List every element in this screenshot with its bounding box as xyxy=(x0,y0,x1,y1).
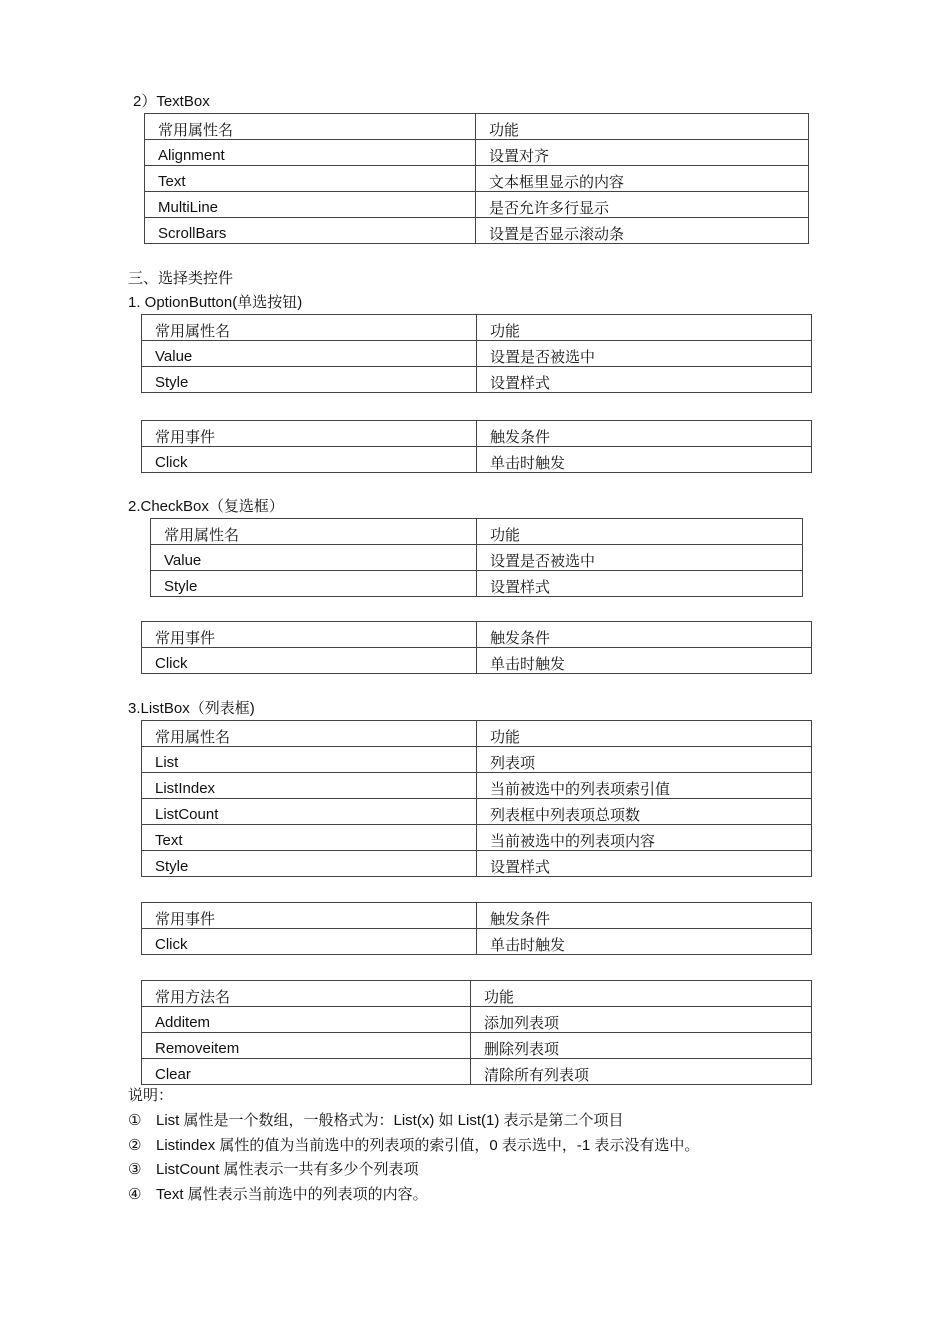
table-cell: Removeitem xyxy=(142,1033,471,1059)
table-cell: ListCount xyxy=(142,799,477,825)
table-cell: 删除列表项 xyxy=(471,1033,812,1059)
optionbutton-heading: 1. OptionButton(单选按钮) xyxy=(128,294,303,311)
table-header-cell: 常用属性名 xyxy=(142,721,477,747)
table-row xyxy=(142,825,812,851)
table-header-cell: 常用事件 xyxy=(142,421,477,447)
note-number: ③ xyxy=(128,1160,142,1178)
table-cell: 单击时触发 xyxy=(477,648,812,674)
table-header-row xyxy=(142,315,812,341)
table-cell: ListIndex xyxy=(142,773,477,799)
note-number: ④ xyxy=(128,1185,142,1203)
table-cell: Additem xyxy=(142,1007,471,1033)
table-cell: Alignment xyxy=(145,140,476,166)
note-text: Listindex 属性的值为当前选中的列表项的索引值，0 表示选中，-1 表示没有选中。 xyxy=(156,1137,700,1154)
note-item xyxy=(128,1183,428,1206)
table-header-cell: 常用属性名 xyxy=(145,114,476,140)
table-header-cell: 触发条件 xyxy=(477,622,812,648)
table-cell: 单击时触发 xyxy=(477,929,812,955)
table-cell: 添加列表项 xyxy=(471,1007,812,1033)
table-row xyxy=(142,1059,812,1085)
table-row xyxy=(142,929,812,955)
table-cell: Clear xyxy=(142,1059,471,1085)
table-cell: List xyxy=(142,747,477,773)
table-header-row xyxy=(145,114,809,140)
table-header-row xyxy=(142,622,812,648)
table-cell: 设置是否显示滚动条 xyxy=(476,218,809,244)
optionbutton-events-table xyxy=(141,420,812,473)
table-header-cell: 常用事件 xyxy=(142,903,477,929)
checkbox-props-table xyxy=(150,518,803,597)
table-cell: Value xyxy=(142,341,477,367)
textbox-heading: 2）TextBox xyxy=(133,93,210,110)
table-row xyxy=(142,367,812,393)
table-header-row xyxy=(142,721,812,747)
table-row xyxy=(145,166,809,192)
table-header-row xyxy=(142,981,812,1007)
note-text: ListCount 属性表示一共有多少个列表项 xyxy=(156,1161,419,1178)
table-header-cell: 常用属性名 xyxy=(142,315,477,341)
table-header-cell: 常用事件 xyxy=(142,622,477,648)
table-row xyxy=(142,851,812,877)
table-cell: 列表框中列表项总项数 xyxy=(477,799,812,825)
table-cell: 单击时触发 xyxy=(477,447,812,473)
table-cell: MultiLine xyxy=(145,192,476,218)
table-header-cell: 功能 xyxy=(471,981,812,1007)
table-header-row xyxy=(142,421,812,447)
note-text: List 属性是一个数组，一般格式为：List(x) 如 List(1) 表示是第二个项目 xyxy=(156,1112,624,1129)
table-header-cell: 功能 xyxy=(477,315,812,341)
table-header-cell: 功能 xyxy=(477,721,812,747)
table-header-cell: 触发条件 xyxy=(477,421,812,447)
table-cell: Click xyxy=(142,929,477,955)
table-row xyxy=(142,1033,812,1059)
note-text: Text 属性表示当前选中的列表项的内容。 xyxy=(156,1186,428,1203)
table-row xyxy=(142,773,812,799)
checkbox-events-table xyxy=(141,621,812,674)
table-header-row xyxy=(151,519,803,545)
table-header-row xyxy=(142,903,812,929)
table-row xyxy=(145,192,809,218)
listbox-events-table xyxy=(141,902,812,955)
select-controls-heading: 三、选择类控件 xyxy=(128,269,234,287)
table-cell: Click xyxy=(142,447,477,473)
table-row xyxy=(145,218,809,244)
table-cell: 设置样式 xyxy=(477,367,812,393)
table-cell: 设置样式 xyxy=(477,851,812,877)
table-cell: 设置样式 xyxy=(477,571,803,597)
optionbutton-props-table xyxy=(141,314,812,393)
table-row xyxy=(145,140,809,166)
table-cell: 清除所有列表项 xyxy=(471,1059,812,1085)
table-cell: Style xyxy=(151,571,477,597)
table-cell: Click xyxy=(142,648,477,674)
listbox-methods-table xyxy=(141,980,812,1085)
notes-title: 说明： xyxy=(128,1086,174,1104)
table-header-cell: 功能 xyxy=(477,519,803,545)
listbox-heading: 3.ListBox（列表框) xyxy=(128,700,255,717)
checkbox-heading: 2.CheckBox（复选框） xyxy=(128,498,284,515)
table-row xyxy=(142,447,812,473)
table-cell: 设置对齐 xyxy=(476,140,809,166)
table-cell: 是否允许多行显示 xyxy=(476,192,809,218)
table-header-cell: 功能 xyxy=(476,114,809,140)
table-row xyxy=(142,747,812,773)
table-row xyxy=(151,571,803,597)
table-row xyxy=(151,545,803,571)
table-header-cell: 触发条件 xyxy=(477,903,812,929)
table-cell: 设置是否被选中 xyxy=(477,545,803,571)
table-cell: ScrollBars xyxy=(145,218,476,244)
table-header-cell: 常用方法名 xyxy=(142,981,471,1007)
textbox-props-table xyxy=(144,113,809,244)
note-item xyxy=(128,1158,419,1181)
table-cell: 文本框里显示的内容 xyxy=(476,166,809,192)
table-cell: 当前被选中的列表项内容 xyxy=(477,825,812,851)
table-cell: Text xyxy=(145,166,476,192)
table-row xyxy=(142,799,812,825)
table-cell: Text xyxy=(142,825,477,851)
table-cell: 列表项 xyxy=(477,747,812,773)
table-row xyxy=(142,648,812,674)
table-cell: 设置是否被选中 xyxy=(477,341,812,367)
table-header-cell: 常用属性名 xyxy=(151,519,477,545)
note-number: ② xyxy=(128,1136,142,1154)
listbox-props-table xyxy=(141,720,812,877)
note-number: ① xyxy=(128,1111,142,1129)
table-row xyxy=(142,341,812,367)
table-cell: 当前被选中的列表项索引值 xyxy=(477,773,812,799)
note-item xyxy=(128,1134,699,1157)
table-row xyxy=(142,1007,812,1033)
table-cell: Value xyxy=(151,545,477,571)
table-cell: Style xyxy=(142,851,477,877)
table-cell: Style xyxy=(142,367,477,393)
note-item xyxy=(128,1109,624,1132)
